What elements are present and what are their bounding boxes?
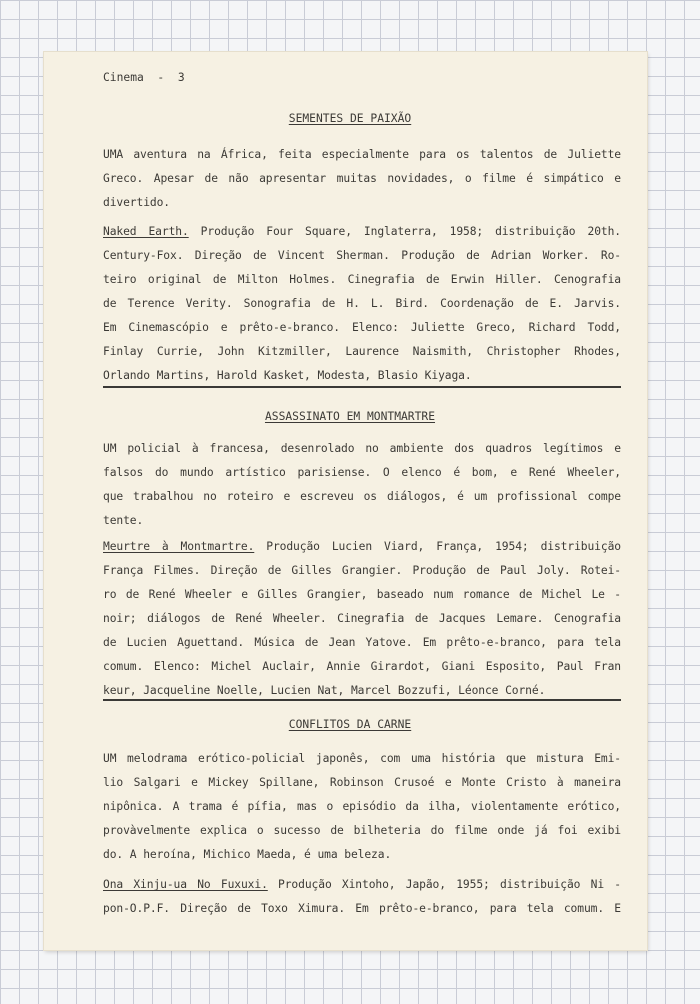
credits-line: pon-O.P.F. Direção de Toxo Ximura. Em prêto-e-branco, para tela comum. E [103,902,621,915]
credits-line: Orlando Martins, Harold Kasket, Modesta, Blasio Kiyaga. [103,369,472,382]
review-line: UMA aventura na África, feita especialmente para os talentos de Juliette [103,148,621,161]
page-header: Cinema - 3 [103,71,185,84]
section-divider [103,386,621,388]
credits-line: noir; diálogos de René Wheeler. Cinegrafia de Jacques Lemare. Cenografia [103,612,621,625]
credits-line: teiro original de Milton Holmes. Cinegrafia de Erwin Hiller. Cenografia [103,273,621,286]
credits-line: de Terence Verity. Sonografia de H. L. Bird. Coordenação de E. Jarvis. [103,297,621,310]
credits-line: keur, Jacqueline Noelle, Lucien Nat, Marcel Bozzufi, Léonce Corné. [103,684,546,697]
review-line: UM melodrama erótico-policial japonês, com uma história que mistura Emi- [103,752,621,765]
section-title: ASSASSINATO EM MONTMARTRE [264,410,436,423]
review-line: tente. [103,514,144,527]
review-line: divertido. [103,196,171,209]
review-line: do. A heroína, Michico Maeda, é uma beleza. [103,848,392,861]
review-line: lio Salgari e Mickey Spillane, Robinson Crusoé e Monte Cristo à maneira [103,776,621,789]
review-line: falsos do mundo artístico parisiense. O elenco é bom, e René Wheeler, [103,466,621,479]
credits-line: comum. Elenco: Michel Auclair, Annie Girardot, Giani Esposito, Paul Fran [103,660,621,673]
review-line: UM policial à francesa, desenrolado no ambiente dos quadros legítimos e [103,442,621,455]
credits-line: Ona Xinju-ua No Fuxuxi. Produção Xintoho, Japão, 1955; distribuição Ni - [103,878,621,891]
film-original-title: Meurtre à Montmartre. [103,540,255,553]
section-divider [103,699,621,701]
credits-line: Meurtre à Montmartre. Produção Lucien Viard, França, 1954; distribuição [103,540,621,553]
section-title: SEMENTES DE PAIXÃO [288,112,412,125]
credits-line: França Filmes. Direção de Gilles Grangier. Produção de Paul Joly. Rotei- [103,564,621,577]
credits-line: Em Cinemascópio e prêto-e-branco. Elenco: Juliette Greco, Richard Todd, [103,321,621,334]
section-title: CONFLITOS DA CARNE [288,718,412,731]
review-line: nipônica. A trama é pífia, mas o episódio da ilha, violentamente erótico, [103,800,621,813]
credits-line: Century-Fox. Direção de Vincent Sherman. Produção de Adrian Worker. Ro- [103,249,621,262]
credits-line: Naked Earth. Produção Four Square, Inglaterra, 1958; distribuição 20th. [103,225,621,238]
film-original-title: Naked Earth. [103,225,189,238]
film-original-title: Ona Xinju-ua No Fuxuxi. [103,878,268,891]
review-line: provàvelmente explica o sucesso de bilheteria do filme onde já foi exibi [103,824,621,837]
review-line: que trabalhou no roteiro e escreveu os diálogos, é um profissional compe [103,490,621,503]
credits-line: ro de René Wheeler e Gilles Grangier, baseado num romance de Michel Le - [103,588,621,601]
review-line: Greco. Apesar de não apresentar muitas novidades, o filme é simpático e [103,172,621,185]
credits-line: Finlay Currie, John Kitzmiller, Laurence Naismith, Christopher Rhodes, [103,345,621,358]
credits-line: de Lucien Aguettand. Música de Jean Yatove. Em prêto-e-branco, para tela [103,636,621,649]
